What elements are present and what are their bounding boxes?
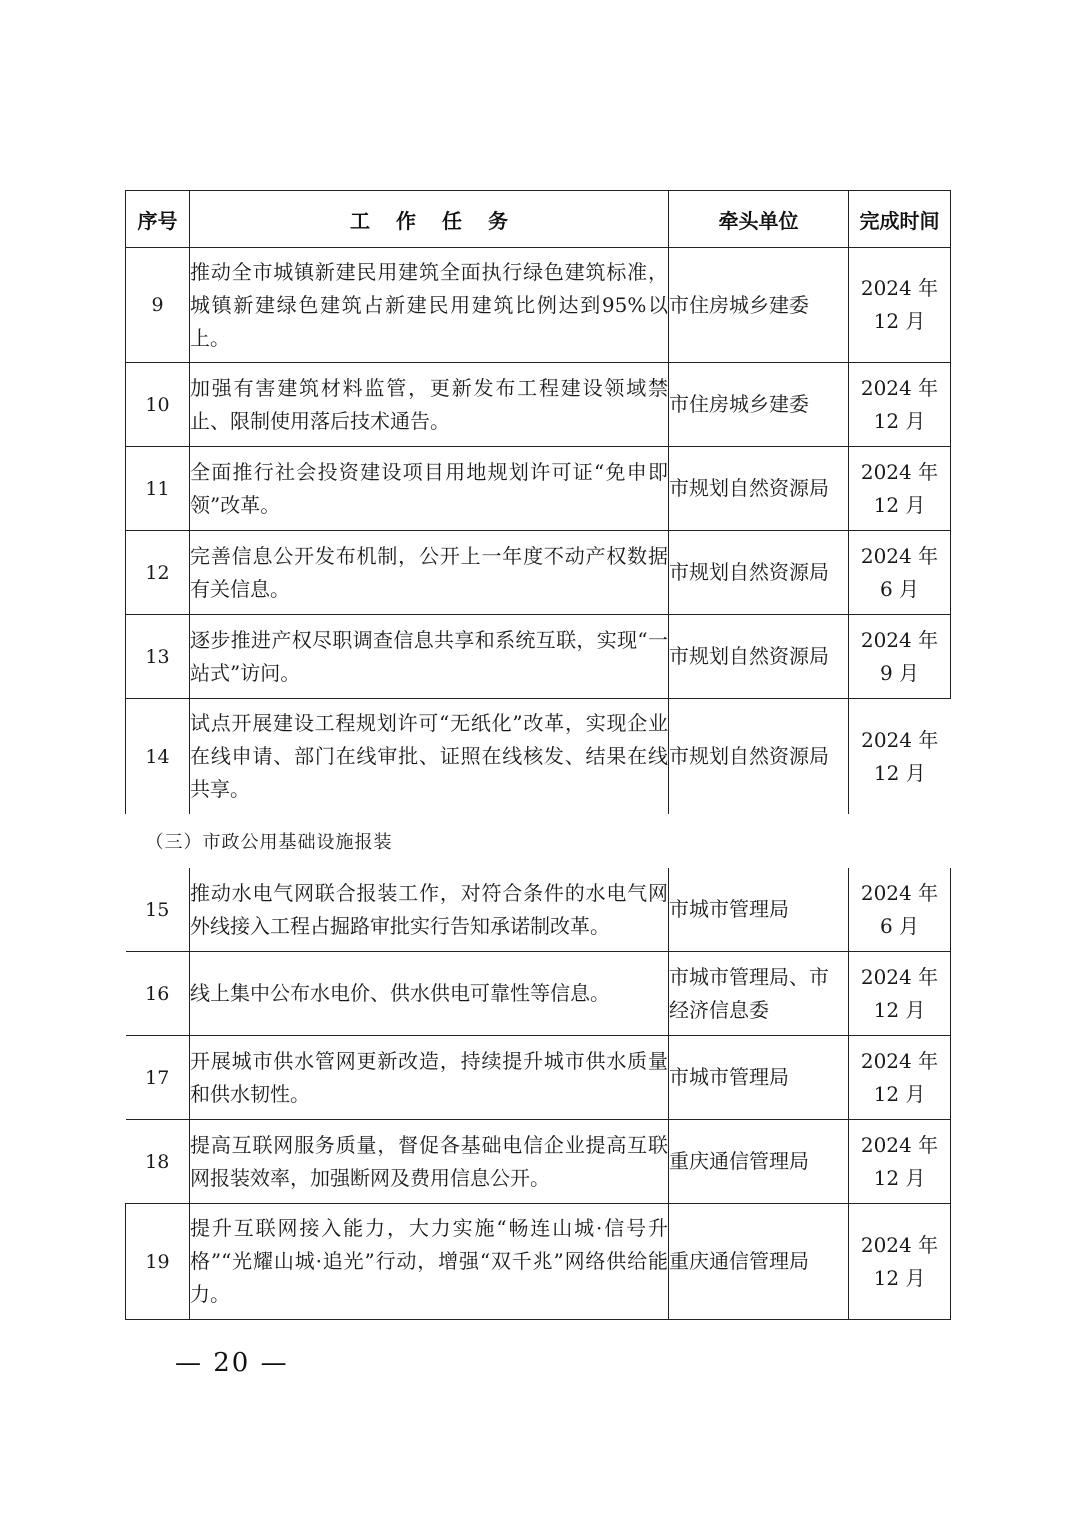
row-unit: 市城市管理局、市经济信息委 xyxy=(669,952,849,1036)
row-time: 2024 年 9 月 xyxy=(849,615,951,699)
row-number: 13 xyxy=(126,615,190,699)
table-row xyxy=(126,447,951,531)
row-number: 19 xyxy=(126,1204,190,1320)
row-number: 10 xyxy=(126,363,190,447)
row-time: 2024 年 12 月 xyxy=(849,248,951,363)
row-task: 完善信息公开发布机制，公开上一年度不动产权数据有关信息。 xyxy=(190,531,669,615)
table-row xyxy=(126,1120,951,1204)
row-time: 2024 年 12 月 xyxy=(849,1204,951,1320)
row-number: 15 xyxy=(126,868,190,952)
row-task: 试点开展建设工程规划许可“无纸化”改革，实现企业在线申请、部门在线审批、证照在线核发、结果在线共享。 xyxy=(190,699,669,815)
row-unit: 市住房城乡建委 xyxy=(669,363,849,447)
row-number: 16 xyxy=(126,952,190,1036)
table-body xyxy=(126,248,951,1320)
header-time: 完成时间 xyxy=(849,191,951,248)
table-row xyxy=(126,699,951,815)
row-unit: 重庆通信管理局 xyxy=(669,1120,849,1204)
row-time: 2024 年 12 月 xyxy=(849,952,951,1036)
row-time: 2024 年 12 月 xyxy=(849,1036,951,1120)
row-number: 12 xyxy=(126,531,190,615)
section-row xyxy=(126,814,951,868)
row-number: 9 xyxy=(126,248,190,363)
row-unit: 市规划自然资源局 xyxy=(669,531,849,615)
row-number: 17 xyxy=(126,1036,190,1120)
row-time: 2024 年 6 月 xyxy=(849,868,951,952)
header-unit: 牵头单位 xyxy=(669,191,849,248)
row-task: 提高互联网服务质量，督促各基础电信企业提高互联网报装效率，加强断网及费用信息公开。 xyxy=(190,1120,669,1204)
row-task: 线上集中公布水电价、供水供电可靠性等信息。 xyxy=(190,952,669,1036)
row-task: 提升互联网接入能力，大力实施“畅连山城·信号升格”“光耀山城·追光”行动，增强“双千兆”网络供给能力。 xyxy=(190,1204,669,1320)
table-row xyxy=(126,1036,951,1120)
header-no: 序号 xyxy=(126,191,190,248)
row-unit: 市规划自然资源局 xyxy=(669,615,849,699)
row-unit: 市住房城乡建委 xyxy=(669,248,849,363)
page-number: — 20 — xyxy=(175,1348,289,1378)
table-row xyxy=(126,868,951,952)
table-row xyxy=(126,1204,951,1320)
table-row xyxy=(126,363,951,447)
table-header-row xyxy=(126,191,951,248)
row-number: 11 xyxy=(126,447,190,531)
task-table xyxy=(125,190,951,1320)
row-time: 2024 年 12 月 xyxy=(849,699,951,815)
row-time: 2024 年 12 月 xyxy=(849,447,951,531)
row-task: 全面推行社会投资建设项目用地规划许可证“免申即领”改革。 xyxy=(190,447,669,531)
row-task: 推动全市城镇新建民用建筑全面执行绿色建筑标准，城镇新建绿色建筑占新建民用建筑比例达到95%以上。 xyxy=(190,248,669,363)
row-unit: 重庆通信管理局 xyxy=(669,1204,849,1320)
table-row xyxy=(126,952,951,1036)
table-row xyxy=(126,531,951,615)
row-time: 2024 年 6 月 xyxy=(849,531,951,615)
header-task: 工作任务 xyxy=(190,191,669,248)
row-unit: 市城市管理局 xyxy=(669,1036,849,1120)
row-task: 加强有害建筑材料监管，更新发布工程建设领域禁止、限制使用落后技术通告。 xyxy=(190,363,669,447)
row-task: 推动水电气网联合报装工作，对符合条件的水电气网外线接入工程占掘路审批实行告知承诺制改革。 xyxy=(190,868,669,952)
row-time: 2024 年 12 月 xyxy=(849,363,951,447)
table-row xyxy=(126,615,951,699)
row-unit: 市规划自然资源局 xyxy=(669,699,849,815)
table-row xyxy=(126,248,951,363)
row-time: 2024 年 12 月 xyxy=(849,1120,951,1204)
row-number: 18 xyxy=(126,1120,190,1204)
row-task: 开展城市供水管网更新改造，持续提升城市供水质量和供水韧性。 xyxy=(190,1036,669,1120)
row-number: 14 xyxy=(126,699,190,815)
section-title: （三）市政公用基础设施报装 xyxy=(145,832,393,853)
row-task: 逐步推进产权尽职调查信息共享和系统互联，实现“一站式”访问。 xyxy=(190,615,669,699)
row-unit: 市规划自然资源局 xyxy=(669,447,849,531)
row-unit: 市城市管理局 xyxy=(669,868,849,952)
